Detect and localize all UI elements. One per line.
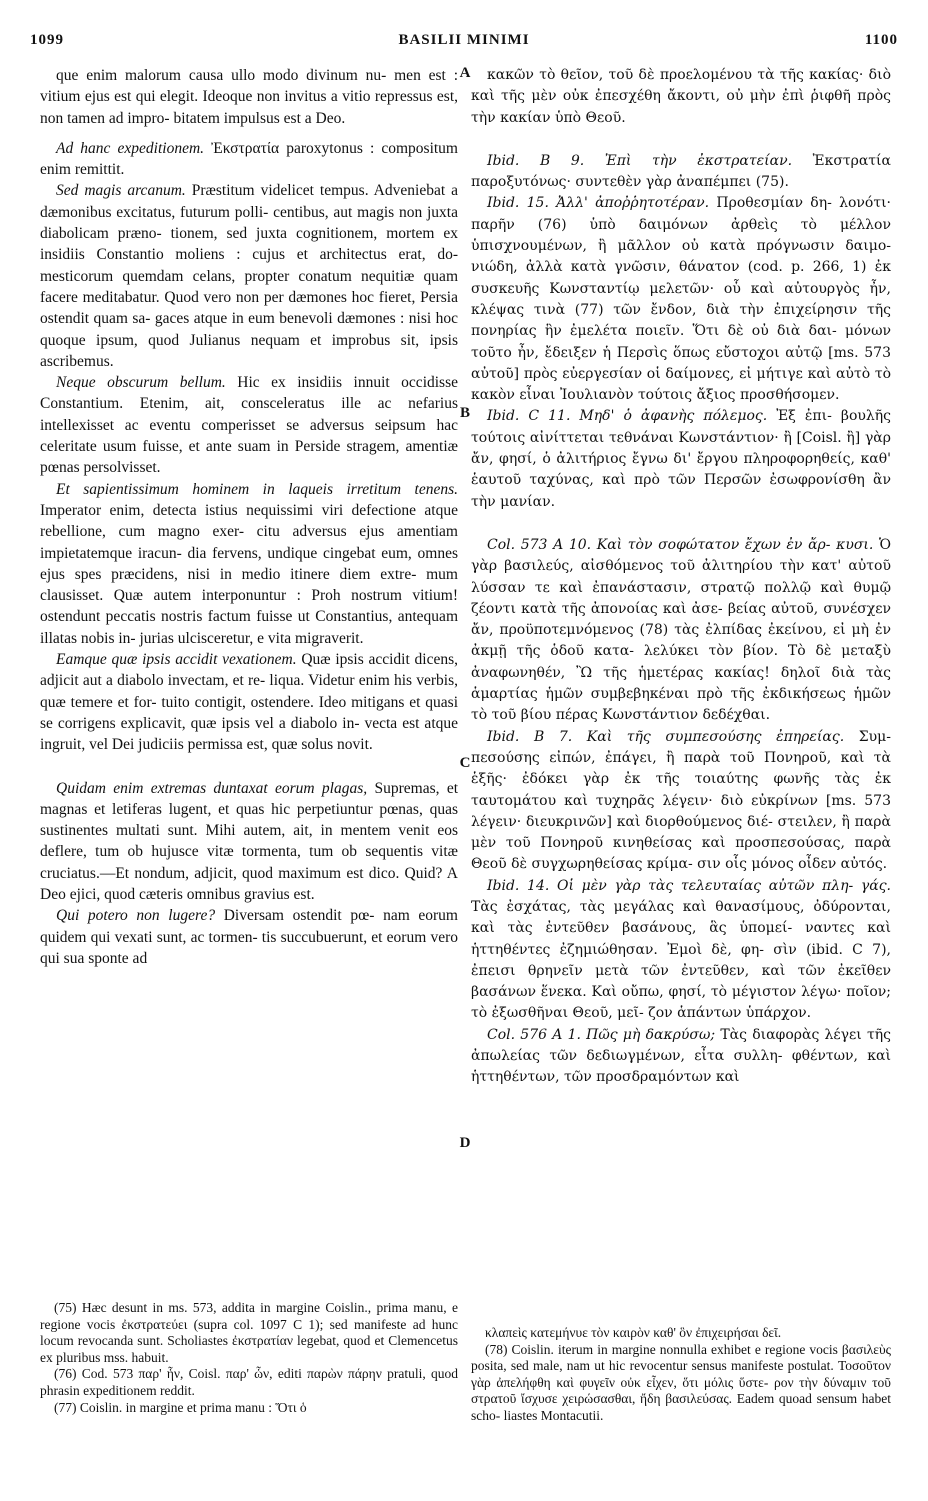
page-number-right: 1100 bbox=[864, 32, 898, 48]
latin-paragraph: Neque obscurum bellum. Hic ex insidiis innuit occidisse Constantium. Etenim, ait, consceleratus ille ac nefarius intellexisset ac eventu comperisset se adversus seipsum hac celeritate usum fuisse, et ante suam in Perside stragem, amentiæ pœnas persolvisset. bbox=[40, 374, 458, 477]
footnote: (76) Cod. 573 παρ' ἦν, Coisl. παρ' ὧν, editi παρὼν πάρην pratuli, quod phrasin expeditionem reddit. bbox=[40, 1366, 458, 1398]
latin-column bbox=[40, 65, 458, 969]
footnote: (77) Coislin. in margine et prima manu : Ὅτι ὁ bbox=[54, 1399, 307, 1415]
greek-column bbox=[471, 65, 891, 1089]
greek-paragraph: Ibid. 15. Ἀλλ' ἀποῤῥητοτέραν. Προθεσμίαν δη- λονότι· παρῆν (76) ὑπὸ δαιμόνων ἀρθεὶς τὸ μέλλον ὑπισχνουμένων, ἢ μᾶλλον οὐ κατὰ πρόγνωσιν δαιμο- νιώδη, ἀλλὰ κατὰ γνῶσιν, θάνατον (cod. p. 266, 1) ἐκ συσκευῆς Κωνσταντίῳ μελετῶν· οὗ καὶ αὐτουργὸς ἦν, κλέψας τινὰ (77) τῶν ἔνδον, διὰ τὴν ἐπιχείρησιν τῆς πονηρίας ἣν ἐμελέτα ποιεῖν. Ὅτι δὲ οὐ διὰ δαι- μόνων τοῦτο ἦν, ἔδειξεν ἡ Περσὶς ὅπως εὔστοχοι αὐτῷ [ms. 573 αὐτοῦ] πρὸς εὐεργεσίαν οἱ δαίμονες, εἰ μήτιγε καὶ αὐτὸ τὸ κακὸν εἶναι Ἰουλιανὸν τούτοις ἄξιος προσθήσομεν. bbox=[471, 195, 892, 404]
greek-paragraph: Ibid. B 7. Καὶ τῆς συμπεσούσης ἐπηρείας. Συμ- πεσούσης εἰπών, ἐπάγει, ἢ παρὰ τοῦ Πονηροῦ, καὶ τὰ ἑξῆς· ἐδόκει γὰρ ἐκ τῆς τοιαύτης φωνῆς τὰς ἐκ ταυτομάτου καὶ τυχηρᾶς λέγειν· διὸ εὐκρίνων [ms. 573 λέγειν· διευκρινῶν] καὶ διορθούμενος διέ- στειλεν, ἢ παρὰ μὲν τοῦ Πονηροῦ κινηθείσας καὶ προσπεσούσας, παρὰ Θεοῦ δὲ συγχωρηθείσας κρίμα- σιν οἷς μόνος οἶδεν αὐτός. bbox=[471, 728, 891, 873]
footnotes-right bbox=[471, 1325, 891, 1425]
footnotes-left bbox=[40, 1300, 458, 1416]
section-marker-b: B bbox=[459, 405, 470, 421]
latin-paragraph: Ad hanc expeditionem. Ἐκστρατία paroxytonus : compositum enim remittit. bbox=[40, 139, 458, 179]
latin-paragraph: Qui potero non lugere? Diversam ostendit pœ- nam eorum quidem qui vexati sunt, ac tormen- tis succubuerunt, et eorum vero qui sua sponte ad bbox=[40, 907, 458, 967]
latin-paragraph: Eamque quæ ipsis accidit vexationem. Quæ ipsis accidit dicens, adjicit aut a diabolo invectam, et re- liqua. Videtur enim his verbis, quæ temere et for- tuito contigit, ostendere. Ideo mitigans et quasi se corrigens explicavit, quæ ipsis vel a diabolo in- vecta est atque ingruit, vel Dei judiciis permissa est, quæ solus novit. bbox=[40, 651, 458, 754]
latin-paragraph: Sed magis arcanum. Præstitum videlicet tempus. Adveniebat a dæmonibus excitatus, futurum polli- centibus, aut magis non juxta diabolicam præno- tionem, sed juxta cognitionem, mortem ex insidiis Constantio moliens : cujus et architectus erat, do- mesticorum quemdam celans, propter conatum nequitiæ quam facere meditabatur. Quod vero non per dæmones hoc fieret, Persia ostendit quam sa- gaces atque in eum benevoli dæmones : nisi hoc quoque ipsum, quod Julianus nequam et improbus sit, ipsis ascribemus. bbox=[40, 182, 458, 370]
latin-paragraph: Et sapientissimum hominem in laqueis irretitum tenens. Imperator enim, detecta istius nequissimi viri defectione atque rebellione, cum magno exer- citu adversus ejus amentiam impietatemque iracun- dia fervens, undique cingebat eum, omnes ejus spes præcidens, nisi in medio itinere diem extre- mum clausisset. Quæ autem interponuntur : Proh nostrum vitium! ostendunt peccatis nostris factum fuisse ut Constantius, antequam illatas nobis in- jurias ulcisceretur, e vita migraverit. bbox=[40, 480, 458, 647]
latin-paragraph: que enim malorum causa ullo modo divinum nu- men est : vitium ejus est qui elegit. Ideoque non invitus a vitio repressus est, non tamen ad impro- bitatem impulsus est a Deo. bbox=[40, 67, 458, 127]
latin-paragraph: Quidam enim extremas duntaxat eorum plagas, Supremas, et magnas et letiferas lugent, et quas hic perpetiuntur pœnas, quas sustinentes multati sunt. Mihi autem, ait, in mentem venit eos deflere, tum ob hujusce vitæ tormenta, tum ob sequentis vitæ cruciatus.—Et nondum, adjicit, quod maximum est dico. Quid? A Deo ejici, quod cæteris omnibus gravius est. bbox=[40, 779, 458, 903]
section-marker-a: A bbox=[459, 65, 471, 81]
section-marker-d: D bbox=[459, 1135, 471, 1151]
footnote: (75) Hæc desunt in ms. 573, addita in margine Coislin., prima manu, e regione vocis ἐκστρατεύει (supra col. 1097 C 1); sed manifeste ad hunc locum revocanda sunt. Scholiastes ἐκστρατίαν legebat, quod et Clemencetus ex pluribus mss. habuit. bbox=[40, 1300, 458, 1365]
section-marker-c: C bbox=[459, 755, 471, 771]
greek-paragraph: Col. 576 A 1. Πῶς μὴ δακρύσω; Τὰς διαφορὰς λέγει τῆς ἀπωλείας τῶν δεδιωγμένων, εἶτα συλλη- φθέντων, καὶ ἡττηθέντων, τῶν προσδραμόντων καὶ bbox=[471, 1026, 891, 1086]
greek-paragraph: Col. 573 A 10. Καὶ τὸν σοφώτατον ἔχων ἐν ἄρ- κυσι. Ὁ γὰρ βασιλεύς, αἰσθόμενος τοῦ ἀλιτηρίου τὴν κατ' αὐτοῦ λύσσαν τε καὶ ἐπανάστασιν, στρατῷ πολλῷ καὶ θυμῷ ζέοντι κατὰ τῆς ἀπονοίας καὶ ἀσε- βείας αὐτοῦ, συνέσχεν ἄν, προϋποτεμνόμενος (78) τὰς ἐλπίδας ἐκείνου, εἰ μὴ ἐν ἀκμῇ τῆς ὁδοῦ κατα- λελύκει τὸν βίον. Τὸ δὲ μεταξὺ ἀναφωνηθέν, Ὢ τῆς ἡμετέρας κακίας! δηλοῖ διὰ τὰς ἁμαρτίας ἡμῶν συμβεβηκέναι πρὸ τῆς ἐκδικήσεως ἡμῶν τὸ τοῦ βίου πέρας Κωνστάντιον δεδέχθαι. bbox=[471, 536, 892, 724]
greek-paragraph: Ibid. C 11. Μηδ' ὁ ἀφανὴς πόλεμος. Ἐξ ἐπι- βουλῆς τούτοις αἰνίττεται τεθνάναι Κωνστάντιον· ἢ [Coisl. ἢ] γὰρ ἄν, φησί, ὁ ἀλιτήριος ἔγνω δι' ἔργου πληροφορηθείς, καθ' ἑαυτοῦ ταχύνας, καὶ πρὸ τῶν Περσῶν ἐσωφρονίσθη ἂν τὴν μανίαν. bbox=[471, 408, 891, 510]
greek-paragraph: Ibid. 14. Οἱ μὲν γὰρ τὰς τελευταίας αὐτῶν πλη- γάς. Τὰς ἐσχάτας, τὰς μεγάλας καὶ θανασίμους, ὀδύρονται, καὶ τὰς ἐντεῦθεν βασάνους, ἃς ὑπομεί- ναντες καὶ ἡττηθέντες ἐζημιώθησαν. Ἐμοὶ δὲ, φη- σὶν (ibid. C 7), ἐπεισι θρηνεῖν μετὰ τῶν ἐντεῦθεν, καὶ τῶν ἐκεῖθεν βασάνων ἕνεκα. Καὶ οὔπω, φησί, τὸ μέγιστον λέγω· ποῖον; τὸ ἐξωσθῆναι Θεοῦ, μεῖ- ζον ἁπάντων ὑπάρχον. bbox=[471, 877, 891, 1022]
greek-paragraph: Ibid. B 9. Ἐπὶ τὴν ἐκστρατείαν. Ἐκστρατία παροξυτόνως· συντεθὲν γὰρ ἀναπέμπει (75). bbox=[471, 152, 891, 191]
footnote: κλαπεὶς κατεμήνυε τὸν καιρὸν καθ' ὃν ἐπιχειρήσαι δεῖ. bbox=[485, 1325, 782, 1340]
running-title: BASILII MINIMI bbox=[398, 32, 530, 48]
page-number-left: 1099 bbox=[30, 32, 64, 48]
greek-paragraph: κακῶν τὸ θεῖον, τοῦ δὲ προελομένου τὰ τῆς κακίας· διὸ καὶ τῆς μὲν οὐκ ἐπεσχέθη ἄκοντι, οὐ μὴν ἐπὶ ῥιφθῆ πρὸς τὴν κακίαν ὑπὸ Θεοῦ. bbox=[471, 67, 891, 126]
footnote: (78) Coislin. iterum in margine nonnulla exhibet e regione vocis βασιλεὺς posita, sed male, nam ut hic revocentur sensus manifeste postulat. Τοσοῦτον γὰρ ἀπελήφθη καὶ φυγεῖν οὐκ εἶχεν, ὅτι μόλις ὕστε- ρον τὴν δύναμιν τοῦ στρατοῦ ἴσχυσε χειρώσασθαι, ἤδη βασιλεύσας. Eadem quoad sensum habet scho- liastes Montacutii. bbox=[471, 1341, 891, 1423]
page-header bbox=[30, 32, 898, 54]
